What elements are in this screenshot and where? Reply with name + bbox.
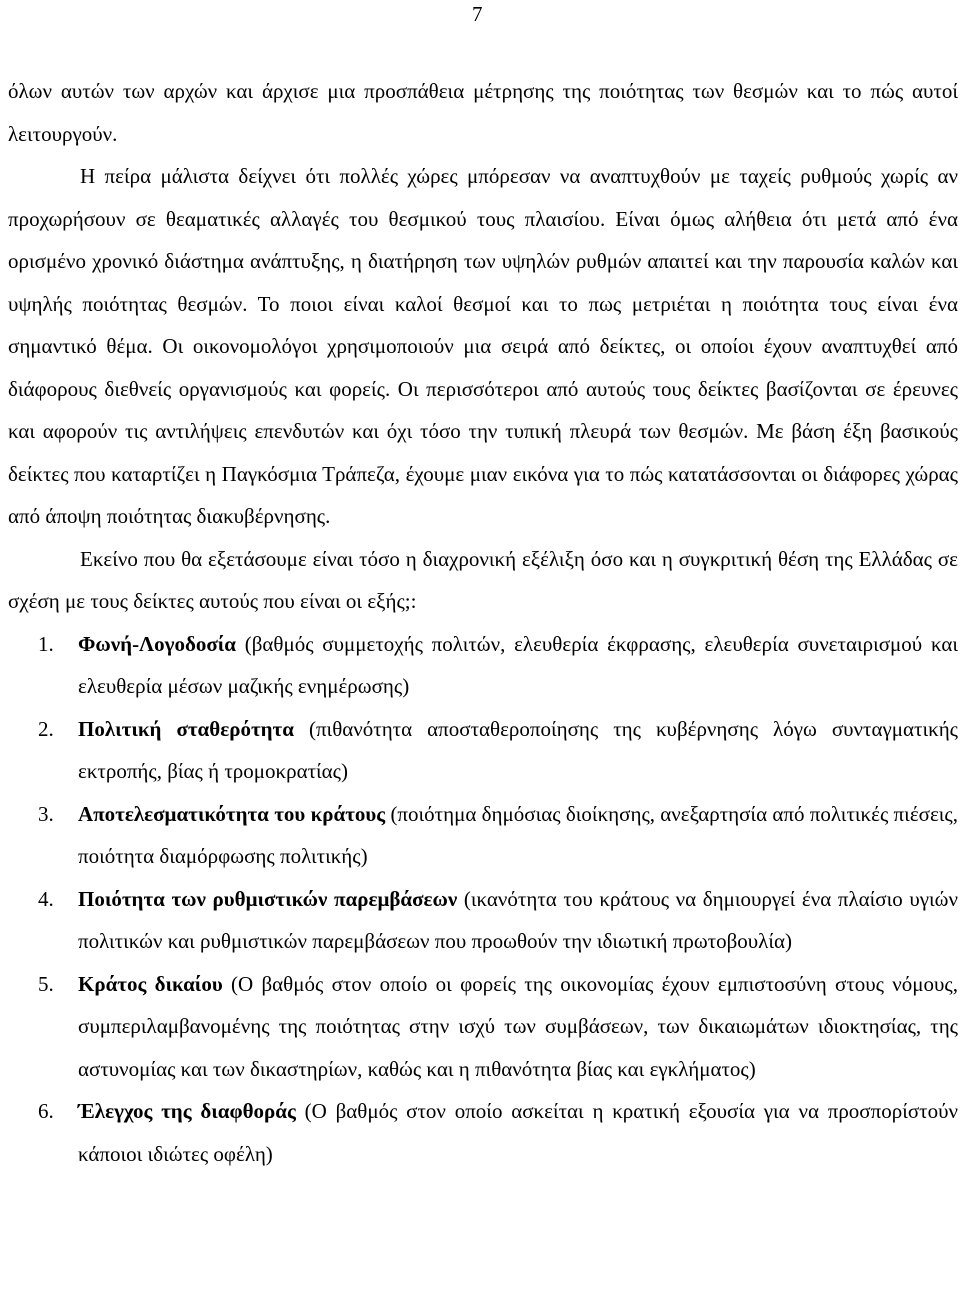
list-item-number: 2.	[38, 716, 54, 741]
governance-indicators-list	[8, 623, 958, 1176]
list-item-description: (βαθμός συμμετοχής πολιτών, ελευθερία έκφρασης, ελευθερία συνεταιρισμού και ελευθερία μέσων μαζικής ενημέρωσης)	[78, 631, 958, 698]
list-item	[8, 963, 958, 1091]
list-item-term: Ποιότητα των ρυθμιστικών παρεμβάσεων	[78, 886, 458, 911]
list-item	[8, 878, 958, 963]
list-item-description: (ικανότητα του κράτους να δημιουργεί ένα πλαίσιο υγιών πολιτικών και ρυθμιστικών παρεμβάσεων που προωθούν την ιδιωτική πρωτοβουλία)	[78, 886, 958, 953]
paragraph-examination: Εκείνο που θα εξετάσουμε είναι τόσο η διαχρονική εξέλιξη όσο και η συγκριτική θέση της Ελλάδας σε σχέση με τους δείκτες αυτούς που είναι οι εξής;:	[8, 546, 958, 613]
list-item-term: Πολιτική σταθερότητα	[78, 716, 294, 741]
list-item-number: 4.	[38, 886, 54, 911]
list-item-term: Φωνή-Λογοδοσία	[78, 631, 236, 656]
list-item-description: (πιθανότητα αποσταθεροποίησης της κυβέρνησης λόγω συνταγματικής εκτροπής, βίας ή τρομοκρατίας)	[78, 716, 959, 783]
list-item	[8, 793, 958, 878]
paragraph-intro: όλων αυτών των αρχών και άρχισε μια προσπάθεια μέτρησης της ποιότητας των θεσμών και το πώς αυτοί λειτουργούν.	[8, 79, 958, 146]
list-item-number: 6.	[38, 1099, 54, 1123]
list-item	[8, 623, 958, 708]
list-item-description: (ποιότημα δημόσιας διοίκησης, ανεξαρτησία από πολιτικές πιέσεις, ποιότητα διαμόρφωσης πολιτικής)	[78, 801, 958, 868]
paragraph-institutions: Η πείρα μάλιστα δείχνει ότι πολλές χώρες μπόρεσαν να αναπτυχθούν με ταχείς ρυθμούς χωρίς αν προχωρήσουν σε θεαματικές αλλαγές του θεσμικού τους πλαισίου. Είναι όμως αλήθεια ότι μετά από ένα ορισμένο χρονικό διάστημα ανάπτυξης, η διατήρηση των υψηλών ρυθμών απαιτεί και την παρουσία καλών και υψηλής ποιότητας θεσμών. Το ποιοι είναι καλοί θεσμοί και το πως μετριέται η ποιότητα τους είναι ένα σημαντικό θέμα. Οι οικονομολόγοι χρησιμοποιούν μια σειρά από δείκτες, οι οποίοι έχουν αναπτυχθεί από διάφορους διεθνείς οργανισμούς και φορείς. Οι περισσότεροι από αυτούς τους δείκτες βασίζονται σε έρευνες και αφορούν τις αντιλήψεις επενδυτών και όχι τόσο την τυπική πλευρά των θεσμών. Με βάση έξη βασικούς δείκτες που καταρτίζει η Παγκόσμια Τράπεζα, έχουμε μιαν εικόνα για το πώς κατατάσσονται οι διάφορες χώρας από άποψη ποιότητας διακυβέρνησης.	[8, 164, 958, 528]
list-item-number: 3.	[38, 801, 54, 826]
list-item-term: Κράτος δικαίου	[78, 971, 223, 996]
list-item	[8, 708, 958, 793]
list-item-number: 1.	[38, 631, 54, 656]
list-item-term: Έλεγχος της διαφθοράς	[78, 1099, 296, 1123]
list-item-number: 5.	[38, 971, 54, 996]
list-item-term: Αποτελεσματικότητα του κράτους	[78, 801, 386, 826]
list-item	[8, 1090, 958, 1175]
list-item-description: (Ο βαθμός στον οποίο οι φορείς της οικονομίας έχουν εμπιστοσύνη στους νόμους, συμπεριλαμβανομένης της ποιότητας στην ισχύ των συμβάσεων, των δικαιωμάτων ιδιοκτησίας, της αστυνομίας και των δικαστηρίων, καθώς και η πιθανότητα βίας και εγκλήματος)	[78, 971, 958, 1081]
page-number: 7	[472, 2, 483, 26]
list-item-description: (Ο βαθμός στον οποίο ασκείται η κρατική εξουσία για να προσπορίστούν κάποιοι ιδιώτες οφέλη)	[78, 1099, 958, 1166]
document-body	[8, 70, 958, 1175]
